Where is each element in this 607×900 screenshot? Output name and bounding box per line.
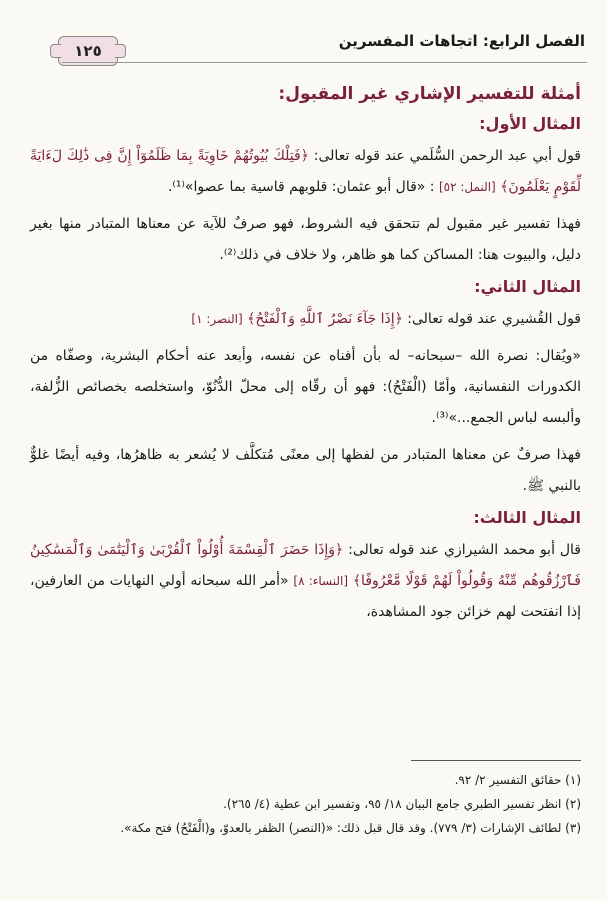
example-2-verse-reference: [النصر: ١] xyxy=(191,312,243,326)
example-2-heading: المثال الثاني: xyxy=(474,277,581,296)
footnote-2: (٢) انظر تفسير الطبري جامع البيان ١٨/ ٩٥، وتفسير ابن عطية (٤/ ٢٦٥). xyxy=(223,797,581,811)
example-3-verse-reference: [النساء: ٨] xyxy=(293,574,349,588)
example-3-intro: قال أبو محمد الشيرازي عند قوله تعالى: xyxy=(343,542,581,558)
example-1-intro: قول أبي عبد الرحمن السُّلَمي عند قوله تعالى: xyxy=(308,148,581,164)
footnote-1: (١) حقائق التفسير ٢/ ٩٢. xyxy=(454,773,581,787)
example-1-verse-reference: [النمل: ٥٢] xyxy=(438,180,496,194)
page-header xyxy=(0,0,607,78)
example-2-quran-verse: ﴿إِذَا جَآءَ نَصْرُ ٱللَّهِ وَٱلْفَتْحُ﴾ xyxy=(247,311,403,327)
example-1-quran-verse: ﴿فَتِلْكَ بُيُوتُهُمْ خَاوِيَةً بِمَا ظَلَمُوٓاْ إِنَّ فِى ذَٰلِكَ لَءَايَةً لِّقَوْمٍ يَعْلَمُونَ﴾ xyxy=(30,148,581,195)
page-body xyxy=(30,78,581,634)
section-heading: أمثلة للتفسير الإشاري غير المقبول: xyxy=(278,84,581,104)
chapter-title: الفصل الرابع: اتجاهات المفسرين xyxy=(338,32,585,50)
example-1-commentary: فهذا تفسير غير مقبول لم تتحقق فيه الشروط، فهو صرفٌ للآية عن معناها المتبادر منها بغير دليل، والبيوت هنا: المساكن كما هو ظاهر، ولا خلاف في ذلك⁽²⁾. xyxy=(30,216,581,263)
example-2-intro: قول القُشيري عند قوله تعالى: xyxy=(402,311,581,327)
example-3-quran-verse: ﴿وَإِذَا حَضَرَ ٱلْقِسْمَةَ أُوْلُواْ ٱلْقُرْبَىٰ وَٱلْيَتَٰمَىٰ وَٱلْمَسَٰكِينُ فَٱرْزُقُوهُم مِّنْهُ وَقُولُواْ لَهُمْ قَوْلًا مَّعْرُوفًا﴾ xyxy=(30,542,581,589)
example-1-quote-paragraph xyxy=(30,141,581,203)
page-number: ١٢٥ xyxy=(74,42,102,60)
example-3-tail: «أمر الله سبحانه أولي النهايات من العارفين، إذا انفتحت لهم خزائن جود المشاهدة، xyxy=(30,573,581,620)
example-2-quoted-text: «ويُقال: نصرة الله –سبحانه– له بأن أفناه عن نفسه، وأبعد عنه أحكام البشرية، وصفّاه من الكدورات النفسانية، وأمّا (الْفَتْحُ): فهو أن رقّاه إلى محلّ الدُّنُوّ، واستخلصه بخصائص الزُّلفة، وألبسه لباس الجمع...»⁽³⁾. xyxy=(30,348,581,426)
example-1-tail: : «قال أبو عثمان: قلوبهم قاسية بما عصوا»⁽¹⁾. xyxy=(167,179,435,195)
example-2-quote-paragraph xyxy=(30,304,581,335)
example-3-quote-paragraph xyxy=(30,535,581,628)
example-1-heading: المثال الأول: xyxy=(479,114,581,133)
footnote-divider xyxy=(411,760,581,761)
header-divider xyxy=(62,62,587,63)
example-3-heading: المثال الثالث: xyxy=(473,508,581,527)
example-2-commentary: فهذا صرفٌ عن معناها المتبادر من لفظها إلى معنًى مُتكلَّف لا يُشعر به ظاهرُها، وفيه أيضًا غلوٌّ بالنبي ﷺ. xyxy=(30,447,581,494)
footnote-3: (٣) لطائف الإشارات (٣/ ٧٧٩). وقد قال قبل ذلك: «(النصر) الظفر بالعدوّ، و(الْفَتْحُ) فتح مكة». xyxy=(120,821,581,835)
footnotes xyxy=(30,768,581,840)
